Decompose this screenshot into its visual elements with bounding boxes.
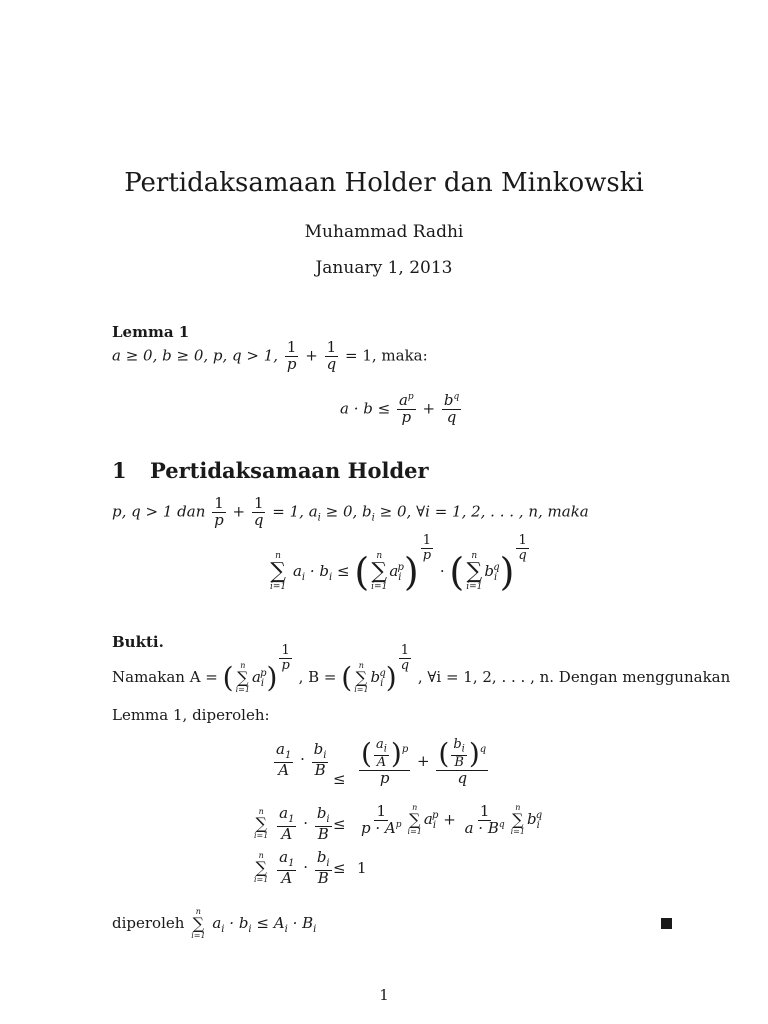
document-title: Pertidaksamaan Holder dan Minkowski	[124, 168, 644, 198]
eq-row-1-rhs: ( $\frac{a_i}{A}$ )$^p$ p + ( $\frac{b_i}{B}$ )$^q$ q	[361, 736, 487, 787]
eq-row-2: n ∑ i=1 $\frac{a_1}{A}$ · $\frac{b_i}{B}$	[254, 804, 330, 843]
eq-row-1-le: ≤	[333, 770, 346, 788]
eq-row-2-rhs: $\frac{1}{p \cdot A^p}$ n ∑ i=1 $a_i^p$ + $\frac{1}{a \cdot B^q}$ n ∑ i=1 $b_i^q$	[361, 802, 543, 837]
proof-label: Bukti.	[112, 633, 164, 651]
section-heading: 1 Pertidaksamaan Holder	[112, 458, 429, 483]
eq-row-3-le: ≤	[333, 859, 346, 877]
proof-conclusion: diperoleh n ∑ i=1 $a_i \cdot b_i \le A_i \cdot B_i$	[112, 907, 317, 940]
eq-row-1: $\frac{a_1}{A}$ · $\frac{b_i}{B}$	[276, 740, 327, 779]
holder-condition: p, q > 1 dan $\frac{1}{p}$ + $\frac{1}{q}$ = 1, $a_i \ge 0$, $b_i \ge 0$, ∀i = 1, 2, . . . , n, maka	[112, 494, 589, 529]
eq-row-3-rhs: 1	[357, 859, 367, 877]
eq-row-3: n ∑ i=1 $\frac{a_1}{A}$ · $\frac{b_i}{B}$	[254, 848, 330, 887]
lemma-label: Lemma 1	[112, 323, 190, 341]
lemma-condition: a ≥ 0, b ≥ 0, p, q > 1, $\frac{1}{p}$ + $\frac{1}{q}$ = 1, maka:	[112, 338, 428, 373]
lemma-statement: a · b ≤ $\frac{a^p}{p}$ + $\frac{b^q}{q}$	[340, 391, 460, 426]
qed-square-icon	[661, 918, 672, 929]
proof-namakan: Namakan A = ( n ∑ i=1 $a_i^p$) $\frac{1}{p}$ , B = ( n ∑ i=1 $b_i^q$) $\frac{1}{q}$ , ∀i = 1, 2, . . . , n. Dengan menggunakan	[112, 643, 731, 694]
document-author: Muhammad Radhi	[304, 222, 464, 242]
holder-inequality: n ∑ i=1 $a_i \cdot b_i$ ≤ ( n ∑ i=1 $a_i^p$) $\frac{1}{p}$ · ( n ∑ i=1 $b_i^q$) $\frac{1}{q}$	[270, 533, 527, 594]
eq-row-2-le: ≤	[333, 815, 346, 833]
page-number: 1	[379, 986, 389, 1004]
document-date: January 1, 2013	[315, 258, 453, 278]
proof-line2: Lemma 1, diperoleh:	[112, 706, 270, 724]
